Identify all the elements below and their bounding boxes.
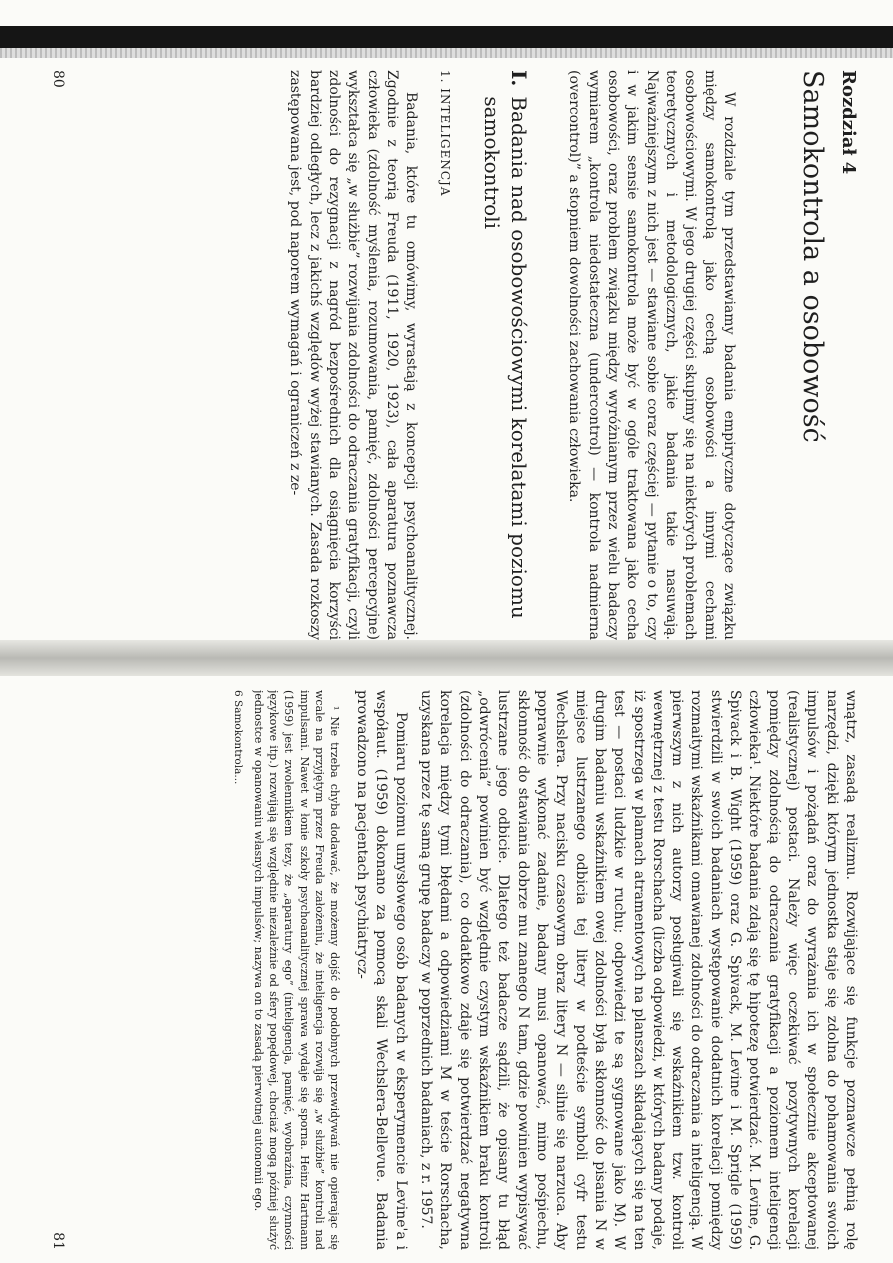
section-heading: [477, 70, 532, 640]
running-foot: 6 Samokontrola...: [231, 690, 244, 785]
body-paragraph-continued: wnątrz, zasadą realizmu. Rozwijające się funkcje poznawcze pełnią rolę narzędzi, dzięki którym jednostka staje się zdolna do pohamowania swoich impulsów i pożądań oraz do wyrażania ich w społecznie akceptowanej (realistycznej) postaci. Należy więc oczekiwać pozytywnych korelacji pomiędzy zdolnością do odraczania gratyfikacji a poziomem inteligencji człowieka¹. Niektóre badania zdają się tę hipotezę potwierdzać. M. Levine, G. Spivack i B. Wight (1959) oraz G. Spivack, M. Levine i M. Sprigle (1959) stwierdzili w swoich badaniach występowanie dodatnich korelacji pomiędzy rozmaitymi wskaźnikami omawianej zdolności do odraczania a inteligencją. W pierwszym z nich autorzy posługiwali się wskaźnikiem tzw. kontroli wewnętrznej z testu Rorschacha (liczba odpowiedzi, w których badany podaje, iż spostrzega w plamach atramentowych na planszach składających się na ten test — postaci ludzkie w ruchu; odpowiedzi te są sygnowane jako M). W drugim badaniu wskaźnikiem owej zdolności była skłonność do pisania N w miejsce lustrzanego odbicia tej litery w podteście symboli cyfr testu Wechslera. Przy nacisku czasowym obraz litery N — silnie się narzuca. Aby poprawnie wykonać zadanie, badany musi opanować, mimo pośpiechu, skłonność do stawiania dobrze mu znanego N tam, gdzie powinien wypisywać lustrzane jego odbicie. Dlatego też badacze sądzili, że opisany tu błąd „odwrócenia” powinien być względnie czystym wskaźnikiem braku kontroli (zdolności do odraczania), co dodatkowo zdaje się potwierdzać negatywna korelacja między tymi błędami a odpowiedziami M w teście Rorschacha, uzyskana przez tę samą grupę badaczy w poprzednich badaniach, z r. 1957.: [418, 690, 859, 1250]
intro-paragraph: W rozdziale tym przedstawiamy badania empiryczne dotyczące związku między samokontrolą jako cechą osobowości a innymi cechami osobowościowymi. W jego drugiej części skupimy się na niektórych problemach teoretycznych i metodologicznych, jakie badania takie nasuwają. Najważniejszym z nich jest — stawiane sobie coraz częściej — pytanie o to, czy i w jakim sensie samokontrola może być w ogóle traktowana jako cecha osobowości, oraz problem związku między wyróżnianym przez wielu badaczy wymiarem „kontrola niedostateczna (undercontrol) — kontrola nadmierna (overcontrol)” a stopniem dowolności zachowania człowieka.: [566, 70, 737, 640]
chapter-title: Samokontrola a osobowość: [797, 70, 829, 443]
scan-top-noise: [0, 48, 893, 58]
page-81: [40, 690, 860, 1250]
body-paragraph-2: Pomiaru poziomu umysłowego osób badanych w eksperymencie Levine'a i współaut. (1959) dokonano za pomocą skali Wechslera-Bellevue. Badania prowadzono na pacjentach psychiatrycz-: [354, 690, 409, 1250]
section-title: Badania nad osobowościowymi korelatami poziomu samokontroli: [479, 96, 532, 619]
body-paragraph: Badania, które tu omówimy, wyrastają z koncepcji psychoanalitycznej. Zgodnie z teorią Freuda (1911, 1920, 1923), cała aparatura poznawcza człowieka (zdolność myślenia, rozumowania, pamięć, zdolności percepcyjne) wykształca się „w służbie” rozwijania zdolności do odraczania gratyfikacji, czyli zdolności do rezygnacji z nagród bezpośrednich dla osiągnięcia korzyści bardziej odległych, lecz z jakichś względów wyżej stawianych. Zasada rozkoszy zastępowana jest, pod naporem wymagań i ograniczeń z ze-: [287, 70, 420, 640]
subsection-heading: 1. INTELIGENCJA: [437, 70, 452, 197]
page-80: [40, 70, 860, 640]
section-number: I.: [507, 70, 532, 87]
scan-top-border: [0, 26, 893, 48]
chapter-label: Rozdział 4: [838, 70, 859, 175]
book-gutter: [0, 640, 893, 676]
page-number-right: 81: [50, 1232, 67, 1250]
page-number-left: 80: [50, 70, 67, 88]
footnote: ¹ Nie trzeba chyba dodawać, że możemy dojść do podobnych przewidywań nie opierając się wcale na przyjętym przez Freuda założeniu, że inteligencja rozwija się „w służbie” kontroli nad impulsami. Nawet w łonie szkoły psychoanalitycznej sprawa wydaje się sporna. Heinz Hartmann (1959) jest zwolennikiem tezy, że „aparatury ego” (inteligencja, pamięć, wyobraźnia, czynności językowe itp.) rozwijają się względnie niezależnie od sfery popędowej, chociaż mogą później służyć jednostce w opanowaniu własnych impulsów; nazywa on to zasadą pierwotnej autonomii ego.: [252, 690, 341, 1250]
